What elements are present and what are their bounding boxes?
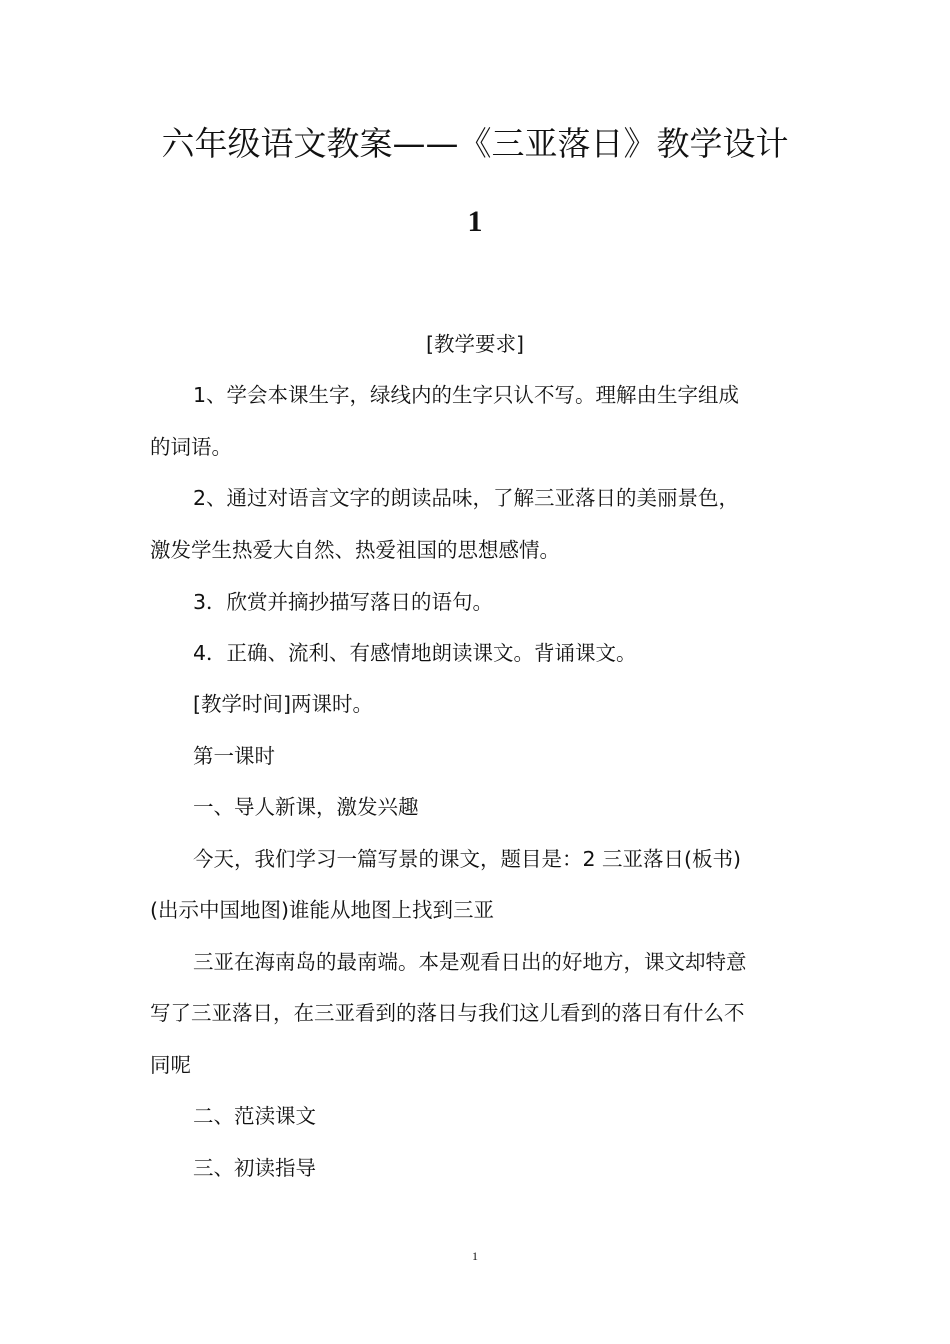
paragraph-section-two: 二、范渎课文 [193, 1104, 316, 1128]
paragraph-section-three: 三、初读指导 [193, 1156, 316, 1180]
paragraph-first-lesson: 第一课时 [193, 744, 275, 768]
paragraph-requirement-3: 3．欣赏并摘抄描写落日的语句。 [193, 590, 494, 614]
paragraph-sanya-location-end: 同呢 [150, 1053, 191, 1077]
paragraph-teaching-time: [教学时间]两课时。 [193, 692, 373, 716]
paragraph-sanya-location-cont: 写了三亚落日，在三亚看到的落日与我们这儿看到的落日有什么不 [150, 1001, 745, 1025]
paragraph-requirement-1-cont: 的词语。 [150, 435, 232, 459]
document-title-number: 1 [467, 205, 483, 238]
paragraph-requirement-1: 1、学会本课生字，绿线内的生字只认不写。理解由生字组成 [193, 383, 740, 407]
paragraph-intro-today: 今天，我们学习一篇写景的课文，题目是：2 三亚落日(板书) [193, 847, 742, 871]
paragraph-sanya-location: 三亚在海南岛的最南端。本是观看日出的好地方，课文却特意 [193, 950, 747, 974]
page-number: 1 [472, 1249, 478, 1263]
paragraph-requirement-4: 4．正确、流利、有感情地朗读课文。背诵课文。 [193, 641, 637, 665]
paragraph-requirement-2-cont: 激发学生热爱大自然、热爱祖国的思想感情。 [150, 538, 560, 562]
section-heading-teaching-requirements: [教学要求] [426, 332, 524, 356]
document-title: 六年级语文教案——《三亚落日》教学设计 [161, 124, 789, 163]
paragraph-requirement-2: 2、通过对语言文字的朗读品味，了解三亚落日的美丽景色， [193, 486, 740, 510]
paragraph-show-map: (出示中国地图)谁能从地图上找到三亚 [150, 898, 494, 922]
paragraph-section-one: 一、导人新课，激发兴趣 [193, 795, 419, 819]
